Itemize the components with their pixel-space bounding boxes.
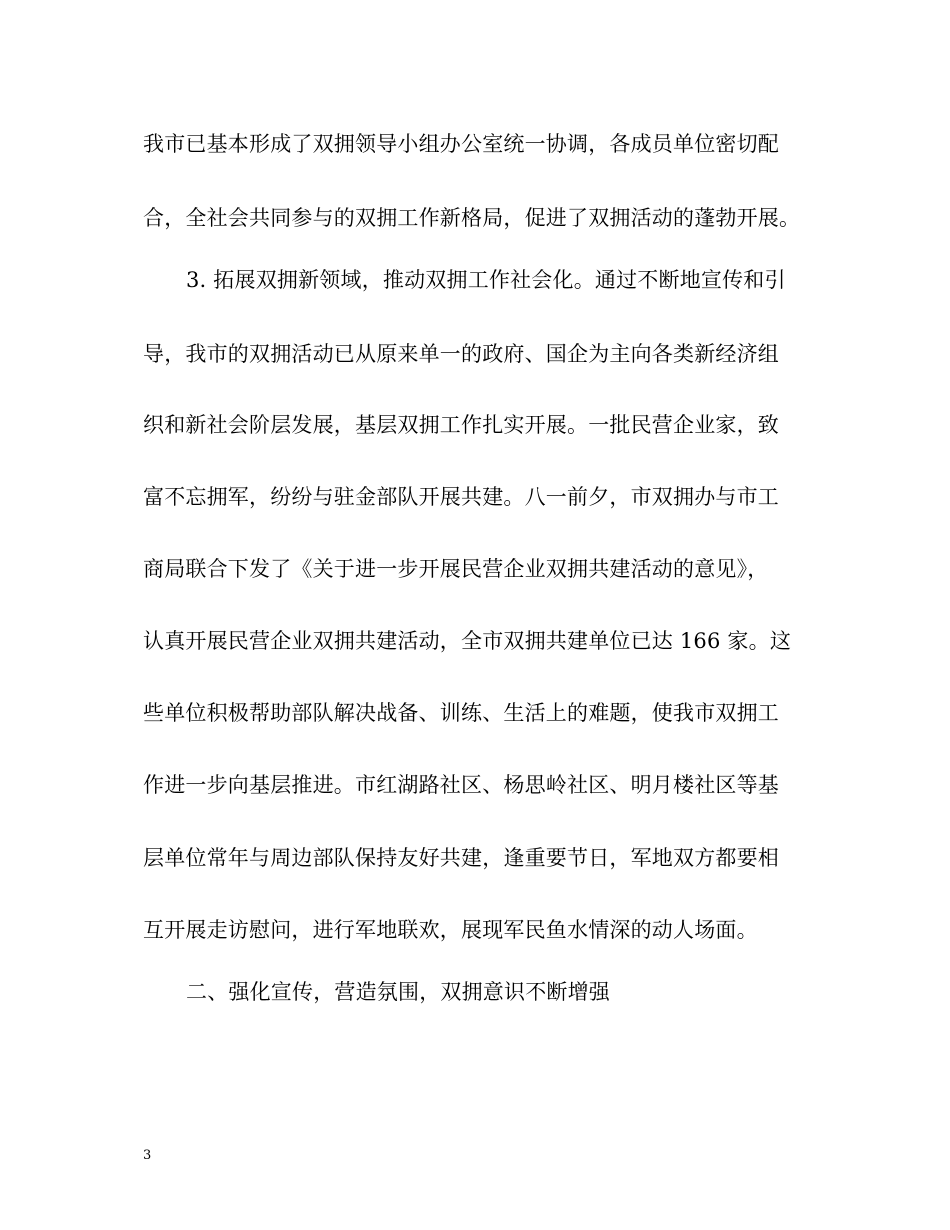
text-line: 合，全社会共同参与的双拥工作新格局，促进了双拥活动的蓬勃开展。 <box>143 206 801 230</box>
text-line: 商局联合下发了《关于进一步开展民营企业双拥共建活动的意见》， <box>143 557 769 581</box>
text-line: 互开展走访慰问，进行军地联欢，展现军民鱼水情深的动人场面。 <box>143 918 758 942</box>
page-number: 3 <box>143 1148 152 1163</box>
text-line: 织和新社会阶层发展，基层双拥工作扎实开展。一批民营企业家，致 <box>143 413 779 437</box>
text-line: 我市已基本形成了双拥领导小组办公室统一协调，各成员单位密切配 <box>143 132 779 156</box>
text-line: 富不忘拥军，纷纷与驻金部队开展共建。八一前夕，市双拥办与市工 <box>143 485 779 509</box>
text-line: 认真开展民营企业双拥共建活动，全市双拥共建单位已达 166 家。这 <box>143 629 792 653</box>
text-line: 3. 拓展双拥新领域，推动双拥工作社会化。通过不断地宣传和引 <box>186 268 786 292</box>
text-line: 作进一步向基层推进。市红湖路社区、杨思岭社区、明月楼社区等基 <box>143 773 779 797</box>
section-heading: 二、强化宣传，营造氛围，双拥意识不断增强 <box>186 980 610 1004</box>
text-line: 层单位常年与周边部队保持友好共建，逢重要节日，军地双方都要相 <box>143 846 779 870</box>
text-line: 导，我市的双拥活动已从原来单一的政府、国企为主向各类新经济组 <box>143 342 779 366</box>
text-line: 些单位积极帮助部队解决战备、训练、生活上的难题，使我市双拥工 <box>143 701 779 725</box>
